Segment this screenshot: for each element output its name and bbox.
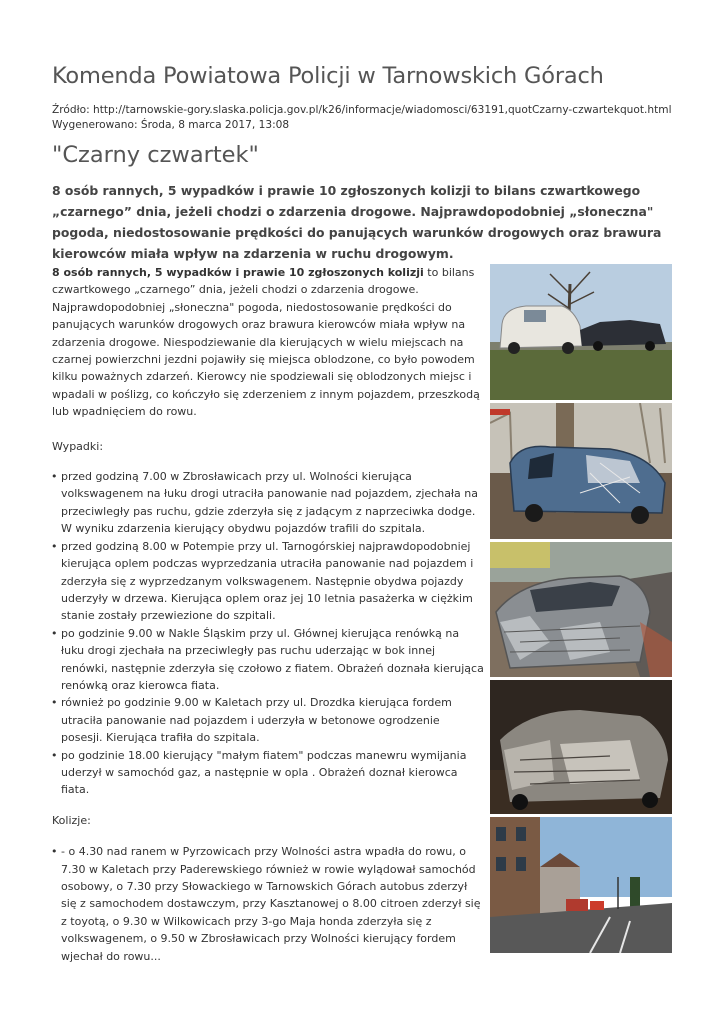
photo-ground	[490, 348, 672, 400]
accidents-list	[52, 468, 484, 799]
list-item: • przed godziną 7.00 w Zbrosławicach przy ul. Wolności kierująca volkswagenem na łuku drogi utraciła panowanie nad pojazdem, zjechała na przeciwległy pas ruchu, gdzie zderzyła się z jadącym z naprzeciwka dodge. W wyniku zdarzenia kierujący obydwu pojazdów trafili do szpitala.	[52, 468, 484, 538]
intro-rest: to bilans czwartkowego „czarnego” dnia, jeżeli chodzi o zdarzenia drogowe. Najprawdopodobniej „słoneczna" pogoda, niedostosowanie prędkości do panujących warunków drogowych oraz brawura kierowców miała wpływ na zdarzenia drogowe. Niespodziewanie dla kierujących w wielu miejscach na czarnej powierzchni jezdni pojawiły się miejsca oblodzone, co było powodem kilku poważnych zdarzeń. Kierowcy nie spodziewali się oblodzonych miejsc i wpadali w poślizg, co kończyło się zderzeniem z innym pojazdem, przeszkodą lub wpadnięciem do rowu.	[52, 266, 480, 419]
article-body	[52, 264, 484, 965]
collisions-list	[52, 843, 484, 965]
intro-bold: 8 osób rannych, 5 wypadków i prawie 10 zgłoszonych kolizji	[52, 266, 424, 279]
collisions-label: Kolizje:	[52, 813, 91, 827]
list-item: • po godzinie 18.00 kierujący "małym fiatem" podczas manewru wymijania uderzył w samochód gaz, a następnie w opla . Obrażeń doznał kierowca fiata.	[52, 747, 484, 799]
accidents-label: Wypadki:	[52, 439, 104, 453]
list-item: • również po godzinie 9.00 w Kaletach przy ul. Drozdka kierująca fordem utraciła panowanie nad pojazdem i uderzyła w betonowe ogrodzenie posesji. Kierująca trafiła do szpitala.	[52, 694, 484, 746]
generated-date: Wygenerowano: Środa, 8 marca 2017, 13:08	[52, 119, 290, 131]
list-item: • przed godziną 8.00 w Potempie przy ul. Tarnogórskiej najprawdopodobniej kierująca oplem podczas wyprzedzania utraciła panowanie nad pojazdem i zderzyła się z wyprzedzanym volkswagenem. Następnie obydwa pojazdy uderzyły w drzewa. Kierująca oplem oraz jej 10 letnia pasażerka w ciężkim stanie zostały przewiezione do szpitali.	[52, 538, 484, 625]
photo-white-van-collision	[490, 264, 672, 400]
article-lead: 8 osób rannych, 5 wypadków i prawie 10 zgłoszonych kolizji to bilans czwartkowego „czarnego” dnia, jeżeli chodzi o zdarzenia drogowe. Najprawdopodobniej „słoneczna" pogoda, niedostosowanie prędkości do panujących warunków drogowych oraz brawura kierowców miała wpływ na zdarzenia w ruchu drogowym.	[52, 183, 662, 261]
photo-street-scene	[490, 817, 672, 953]
document-meta	[52, 103, 672, 133]
intro-paragraph	[52, 264, 484, 421]
photo-crashed-silver-car	[490, 542, 672, 677]
photo-night-crash	[490, 680, 672, 814]
list-item: • po godzinie 9.00 w Nakle Śląskim przy ul. Głównej kierująca renówką na łuku drogi zjechała na przeciwległy pas ruchu uderzając w bok innej renówki, następnie zderzyła się czołowo z fiatem. Obrażeń doznała kierująca renówką oraz kierowca fiata.	[52, 625, 484, 695]
article-title: "Czarny czwartek"	[52, 142, 259, 168]
photo-car-wrecked-by-tree	[490, 403, 672, 539]
source-url[interactable]: Źródło: http://tarnowskie-gory.slaska.policja.gov.pl/k26/informacje/wiadomosci/63191,quotCzarny-czwartekquot.html	[52, 104, 672, 116]
list-item: • - o 4.30 nad ranem w Pyrzowicach przy Wolności astra wpadła do rowu, o 7.30 w Kaletach przy Paderewskiego również w rowie wylądował samochód osobowy, o 7.30 przy Słowackiego w Tarnowskich Górach autobus zderzył się z samochodem dostawczym, przy Kasztanowej o 8.00 citroen zderzył się z toyotą, o 9.30 w Wilkowicach przy 3-go Maja honda zderzyła się z volkswagenem, o 9.50 w Zbrosławicach przy Wolności kierujący fordem wjechał do rowu...	[52, 843, 484, 965]
site-title: Komenda Powiatowa Policji w Tarnowskich Górach	[52, 63, 604, 89]
